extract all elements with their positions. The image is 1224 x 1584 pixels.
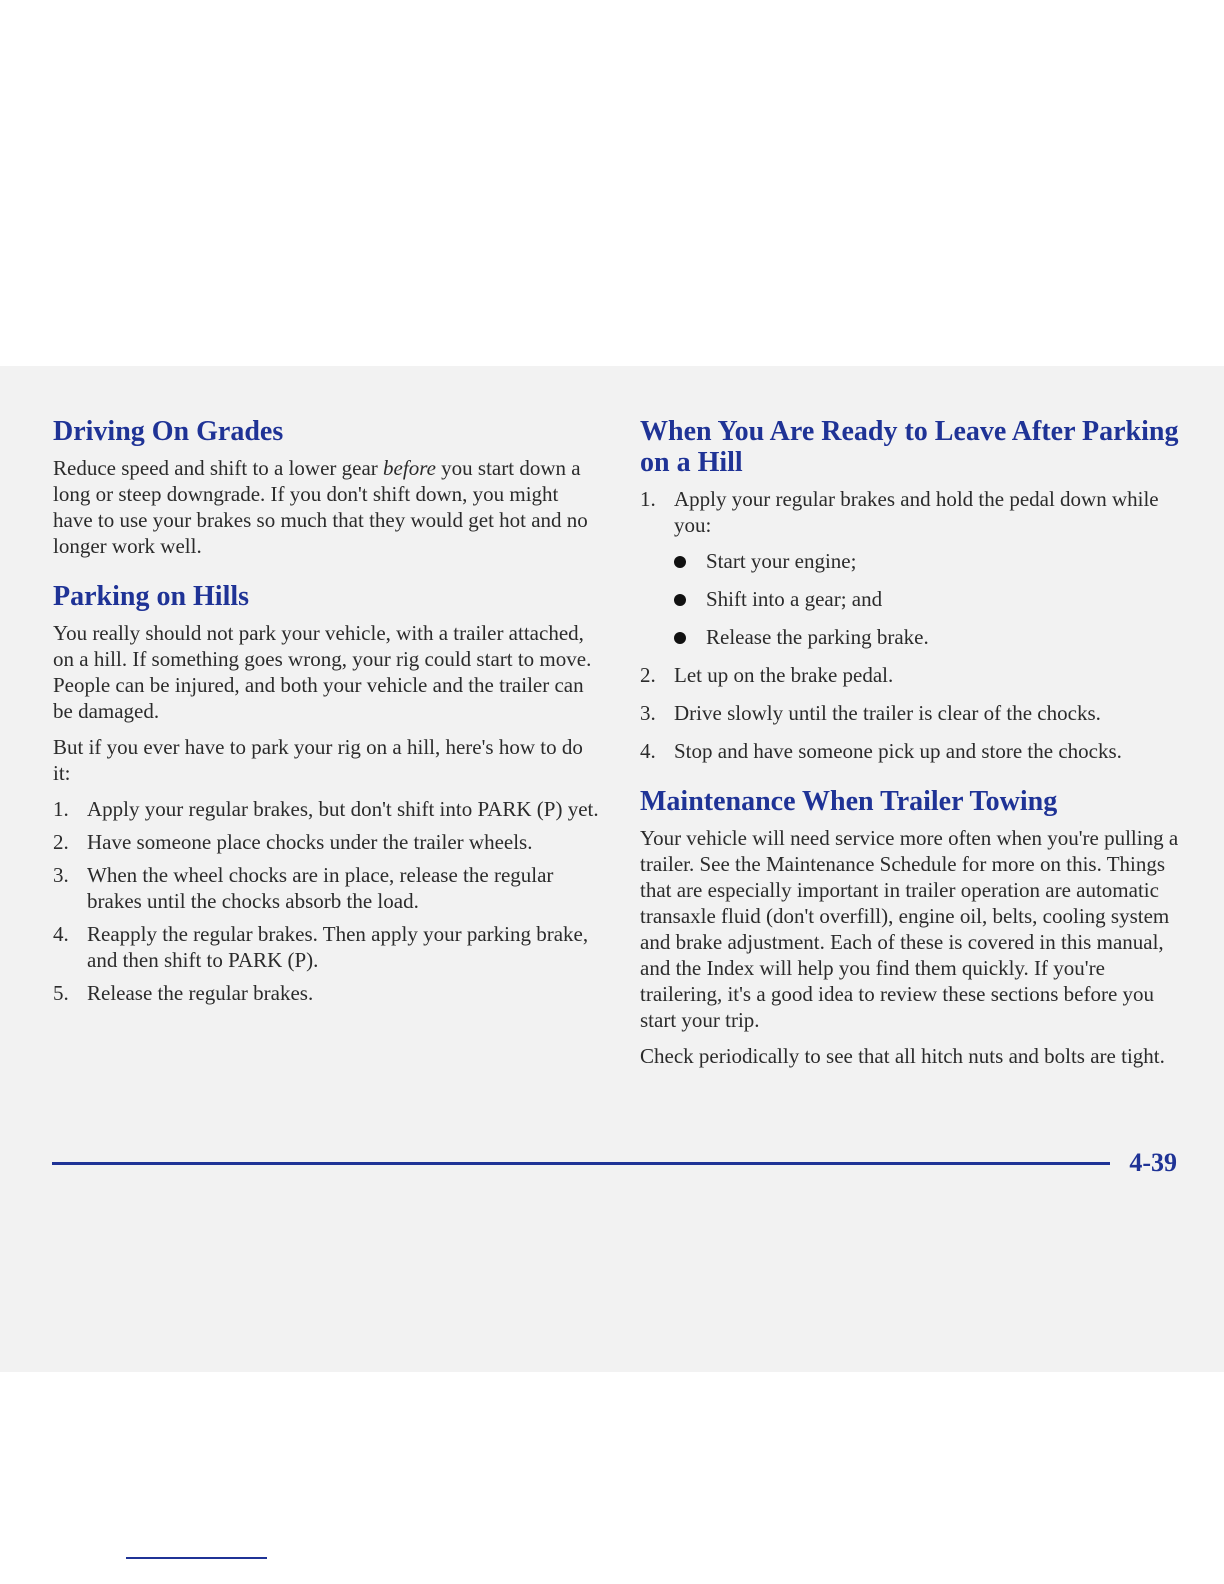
step-text: Have someone place chocks under the trailer wheels. (87, 830, 533, 854)
list-item (672, 624, 1188, 650)
bullet-text: Start your engine; (706, 549, 857, 573)
step-text: When the wheel chocks are in place, release the regular brakes until the chocks absorb the load. (87, 863, 554, 913)
list-item (640, 662, 1188, 688)
maintenance-text: Your vehicle will need service more often when you're pulling a trailer. See the Maintenance Schedule for more on this. Things that are especially important in trailer operation are automatic transaxle fluid (don't overfill), engine oil, belts, cooling system and brake adjustment. Each of these is covered in this manual, and the Index will help you find them quickly. If you're trailering, it's a good idea to review these sections before you start your trip. (640, 826, 1179, 1032)
parking-on-hills-heading: Parking on Hills (53, 581, 250, 612)
step-number: 2. (53, 830, 69, 854)
step-text: Release the regular brakes. (87, 981, 314, 1005)
step-text: Reapply the regular brakes. Then apply your parking brake, and then shift to PARK (P). (87, 922, 589, 972)
bottom-divider (126, 1557, 267, 1559)
step-number: 2. (640, 663, 656, 687)
parking-on-hills-text: You really should not park your vehicle, with a trailer attached, on a hill. If something goes wrong, your rig could start to move. People can be injured, and both your vehicle and the trailer can be damaged. (53, 621, 592, 723)
step-number: 3. (640, 701, 656, 725)
bullet-icon (674, 632, 686, 644)
step-number: 4. (53, 922, 69, 946)
left-column (53, 416, 601, 1006)
grades-text-start: Reduce speed and shift to a lower gear (53, 456, 384, 480)
page-number: 4-39 (1129, 1148, 1177, 1177)
grades-text-emphasis: before (383, 456, 436, 480)
list-item (53, 980, 601, 1006)
driving-on-grades-text (53, 455, 601, 559)
step-text: Apply your regular brakes, but don't shift into PARK (P) yet. (87, 797, 599, 821)
parking-on-hills-intro: But if you ever have to park your rig on a hill, here's how to do it: (53, 735, 583, 785)
list-item (53, 829, 601, 855)
driving-on-grades-heading: Driving On Grades (53, 416, 284, 447)
list-item (640, 486, 1188, 538)
bullet-text: Shift into a gear; and (706, 587, 883, 611)
maintenance-check-text: Check periodically to see that all hitch nuts and bolts are tight. (640, 1044, 1165, 1068)
step-number: 1. (53, 797, 69, 821)
step-text: Drive slowly until the trailer is clear of the chocks. (674, 701, 1101, 725)
bullet-text: Release the parking brake. (706, 625, 929, 649)
list-item (640, 700, 1188, 726)
parking-steps-list (53, 796, 601, 1006)
ready-to-leave-heading: When You Are Ready to Leave After Parking on a Hill (640, 416, 1179, 478)
right-column (640, 416, 1188, 1069)
list-item (53, 796, 601, 822)
list-item (53, 862, 601, 914)
list-item (53, 921, 601, 973)
leave-steps-list (640, 486, 1188, 538)
list-item (640, 738, 1188, 764)
step-text: Apply your regular brakes and hold the pedal down while you: (674, 487, 1159, 537)
bullet-icon (674, 556, 686, 568)
leave-bullet-list (672, 548, 1188, 650)
step-text: Let up on the brake pedal. (674, 663, 894, 687)
footer-divider (52, 1162, 1110, 1165)
bullet-icon (674, 594, 686, 606)
list-item (672, 586, 1188, 612)
step-number: 4. (640, 739, 656, 763)
page-panel (0, 366, 1224, 1372)
leave-steps-list-continued (640, 662, 1188, 764)
step-number: 5. (53, 981, 69, 1005)
step-number: 3. (53, 863, 69, 887)
step-text: Stop and have someone pick up and store the chocks. (674, 739, 1122, 763)
grades-text-end: you start down a long or steep downgrade. If you don't shift down, you might have to use your brakes so much that they would get hot and no longer work well. (53, 456, 588, 558)
list-item (672, 548, 1188, 574)
maintenance-heading: Maintenance When Trailer Towing (640, 786, 1058, 817)
step-number: 1. (640, 487, 656, 511)
